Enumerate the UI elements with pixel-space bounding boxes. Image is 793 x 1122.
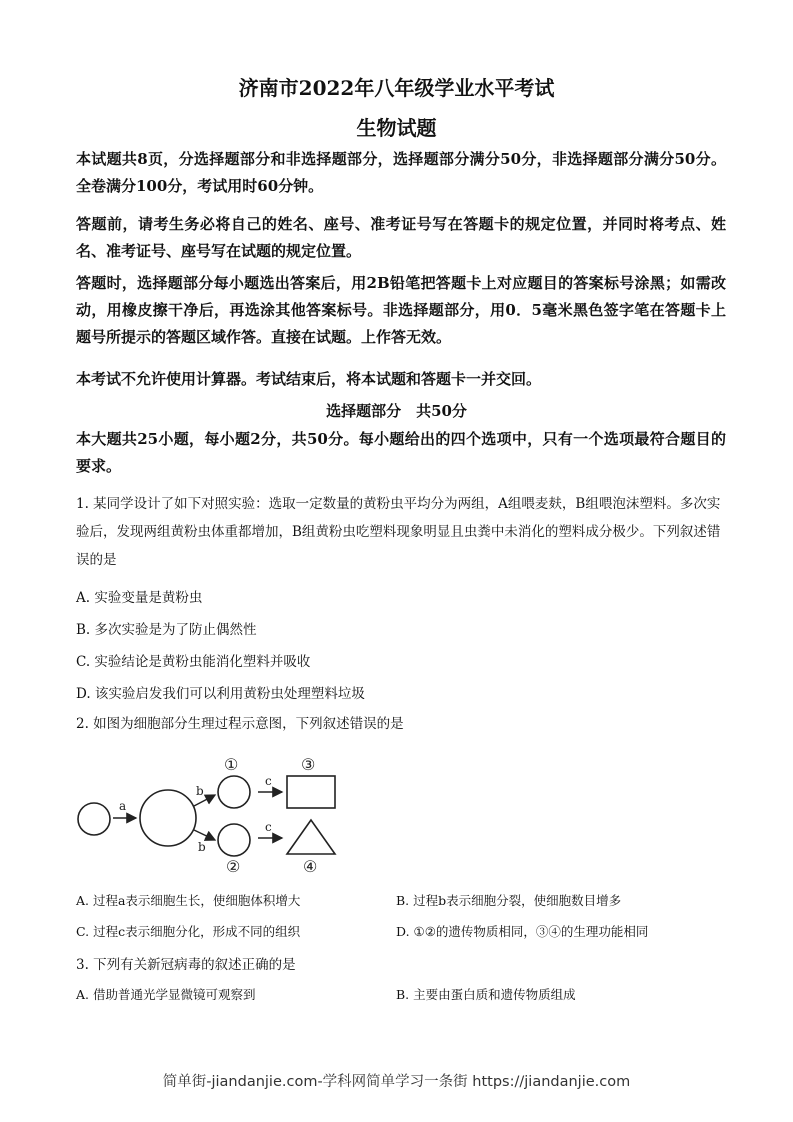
mark-2: ② [226,857,241,876]
subject-title: 生物试题 [356,116,437,140]
section-heading: 选择题部分 共50分 [326,402,467,420]
label-b-lower: b [198,840,206,854]
q2-option-a: A. 过程a表示细胞生长，使细胞体积增大 [76,893,301,908]
label-c-upper: c [265,774,272,788]
instruction-4: 本考试不允许使用计算器。考试结束后，将本试题和答题卡一并交回。 [76,370,542,388]
section-intro: 本大题共25小题，每小题2分，共50分。每小题给出的四个选项中，只有一个选项最符合题目的要求。 [76,430,726,475]
instruction-2: 答题前，请考生务必将自己的姓名、座号、准考证号写在答题卡的规定位置，并同时将考点、姓名、准考证号、座号写在试题的规定位置。 [76,215,726,260]
footer-watermark[interactable]: 简单街-jiandanjie.com-学科网简单学习一条街 https://jiandanjie.com [162,1074,631,1090]
cell-2 [218,824,250,856]
cell-process-diagram [70,748,370,880]
mark-1: ① [224,755,239,774]
question-3-stem: 3. 下列有关新冠病毒的叙述正确的是 [76,957,296,973]
q1-option-a: A. 实验变量是黄粉虫 [76,590,203,606]
q1-option-d: D. 该实验启发我们可以利用黄粉虫处理塑料垃圾 [76,686,365,702]
question-1-stem: 1. 某同学设计了如下对照实验：选取一定数量的黄粉虫平均分为两组，A组喂麦麸，B组喂泡沫塑料。多次实验后，发现两组黄粉虫体重都增加，B组黄粉虫吃塑料现象明显且虫粪中未消化的塑料成分极少。下列叙述错误的是 [76,496,721,568]
q2-option-b: B. 过程b表示细胞分裂，使细胞数目增多 [396,893,622,908]
q3-option-b: B. 主要由蛋白质和遗传物质组成 [396,987,576,1002]
cell-grown [140,790,196,846]
q1-option-c: C. 实验结论是黄粉虫能消化塑料并吸收 [76,654,311,670]
instruction-3: 答题时，选择题部分每小题选出答案后，用2B铅笔把答题卡上对应题目的答案标号涂黑；如需改动，用橡皮擦干净后，再选涂其他答案标号。非选择题部分，用0．5毫米黑色签字笔在答题卡上题号所提示的答题区域作答。直接在试题。上作答无效。 [76,274,726,346]
cell-1 [218,776,250,808]
label-a: a [119,799,127,813]
question-2-stem: 2. 如图为细胞部分生理过程示意图，下列叙述错误的是 [76,716,404,732]
instruction-1: 本试题共8页，分选择题部分和非选择题部分，选择题部分满分50分，非选择题部分满分50分。全卷满分100分，考试用时60分钟。 [76,150,726,195]
q2-option-d: D. ①②的遗传物质相同，③④的生理功能相同 [396,924,649,939]
exam-title: 济南市2022年八年级学业水平考试 [238,76,555,100]
arrow-b-lower [194,830,215,840]
q3-option-a: A. 借助普通光学显微镜可观察到 [76,987,256,1002]
label-c-lower: c [265,820,272,834]
tissue-3-rectangle [287,776,335,808]
mark-4: ④ [303,857,318,876]
mark-3: ③ [301,755,316,774]
tissue-4-triangle [287,820,335,854]
cell-original [78,803,110,835]
q1-option-b: B. 多次实验是为了防止偶然性 [76,622,257,638]
label-b-upper: b [196,784,204,798]
q2-option-c: C. 过程c表示细胞分化，形成不同的组织 [76,924,301,939]
